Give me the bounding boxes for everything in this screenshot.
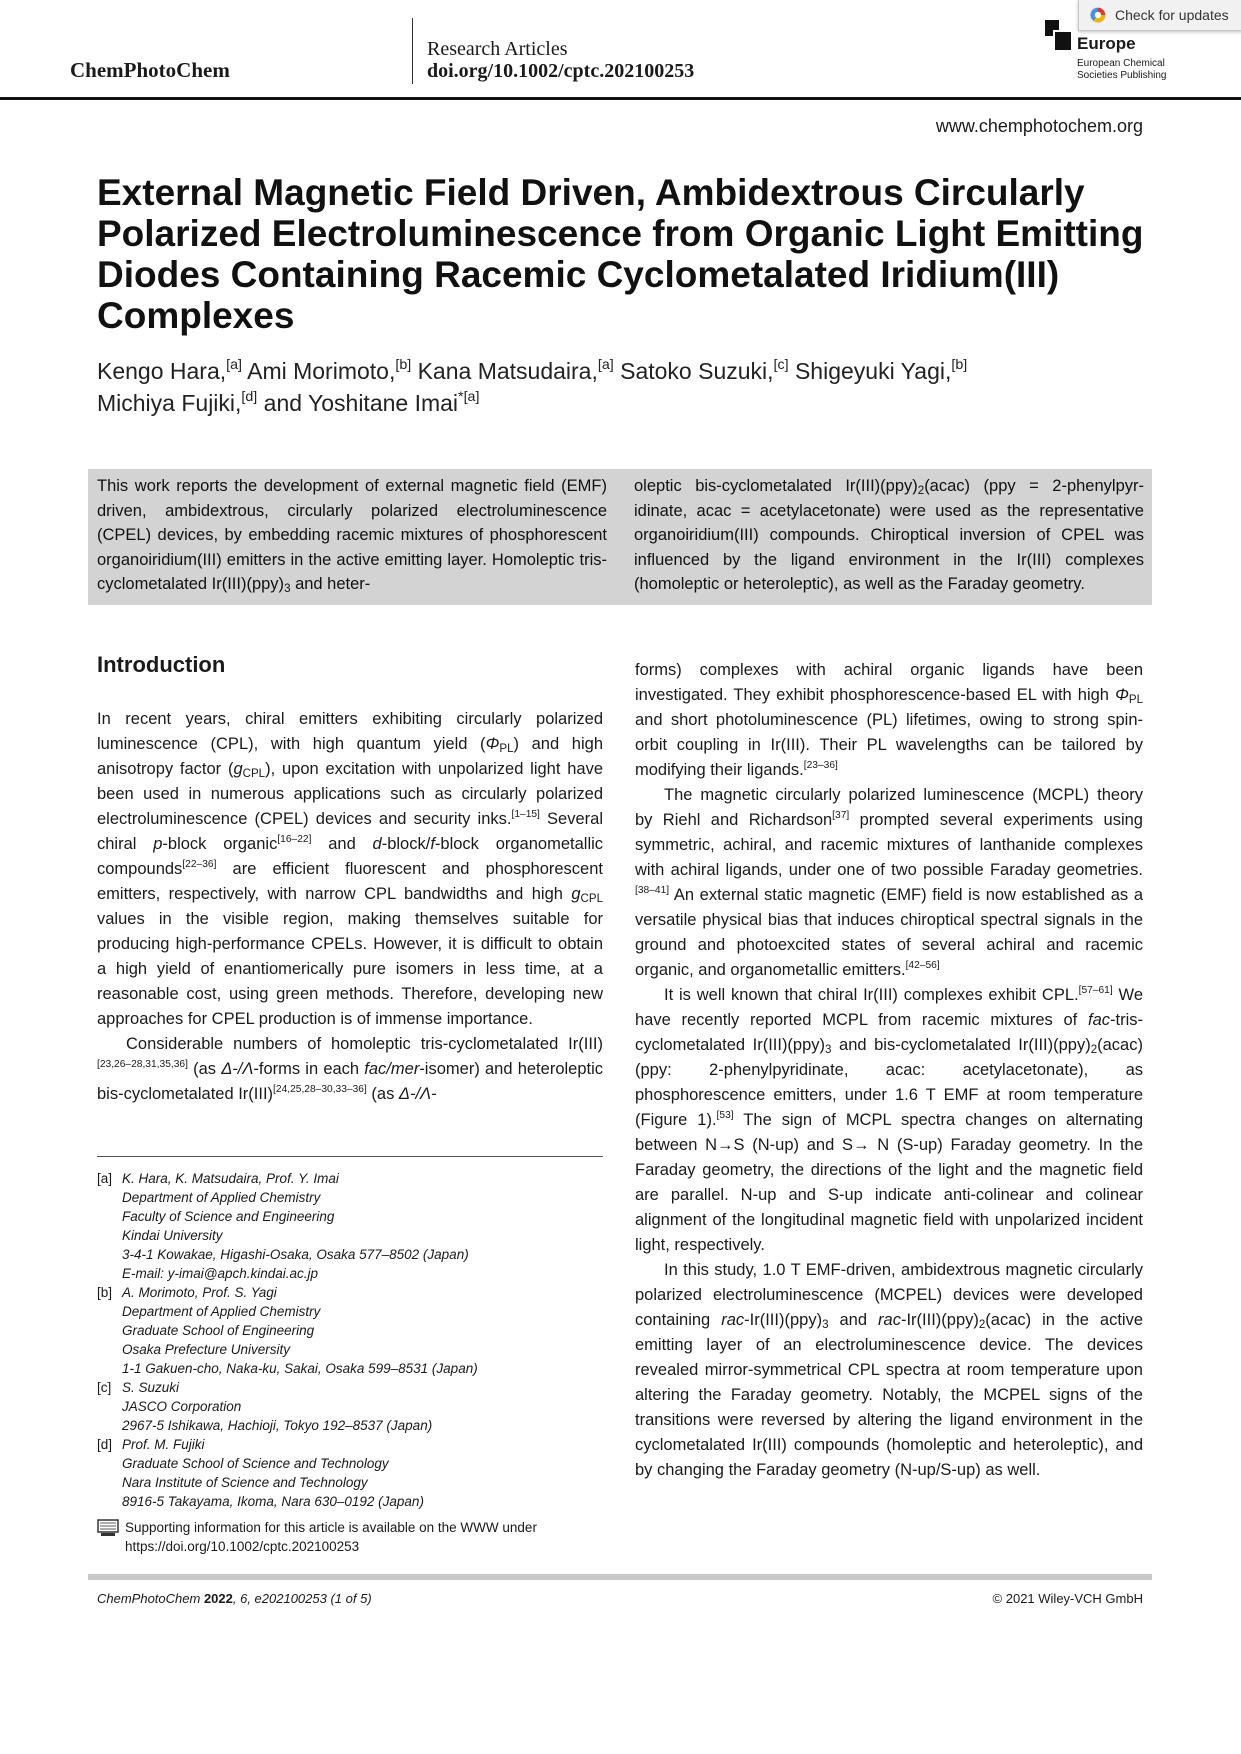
header-divider — [412, 18, 413, 84]
affiliation-line: 8916-5 Takayama, Ikoma, Nara 630–0192 (Japan) — [122, 1494, 424, 1509]
abstract-right-column — [634, 474, 1144, 597]
affiliation-entry — [97, 1283, 603, 1378]
publisher-subtitle-2: Societies Publishing — [1077, 70, 1167, 81]
affiliation-line: 2967-5 Ishikawa, Hachioji, Tokyo 192–8537 (Japan) — [122, 1418, 433, 1433]
affiliation-entry — [97, 1378, 603, 1435]
abstract-text: (acac) (ppy = 2-phenylpyridinate, acac = acetylacetonate) were used as the representative organoiridium(III) compounds. Chiroptical inversion of CPEL was influenced by the ligand environment in the Ir(III) complexes (homoleptic or heteroleptic), as well as the Faraday geometry. — [634, 477, 1144, 593]
citation[interactable]: [23–36] — [803, 759, 838, 771]
computer-monitor-icon — [97, 1519, 119, 1537]
affiliation-line: Nara Institute of Science and Technology — [122, 1475, 368, 1490]
author-affiliation: *[a] — [458, 389, 480, 406]
author-affiliation: [c] — [773, 357, 789, 374]
citation[interactable]: [1–15] — [511, 808, 540, 820]
affiliation-tag: [b] — [97, 1285, 113, 1300]
author-affiliation: [a] — [597, 357, 614, 374]
paragraph: forms) complexes with achiral organic ligands have been investigated. They exhibit phosphorescence-based EL with high $\Phi_{PL}$ and short photoluminescence (PL) lifetimes, owing to strong spin-orbit coupling in Ir(III). Their PL wavelengths can be tailored by modifying their ligands.[23–36] — [635, 661, 1143, 779]
affiliation-line: E-mail: y-imai@apch.kindai.ac.jp — [122, 1266, 319, 1281]
body-right-column — [635, 658, 1143, 1483]
author-affiliation: [d] — [241, 389, 258, 406]
citation[interactable]: [38–41] — [635, 884, 670, 896]
author-name: Kengo Hara, — [97, 358, 227, 384]
section-heading-introduction: Introduction — [97, 652, 226, 677]
publisher-subtitle-1: European Chemical — [1077, 58, 1165, 69]
paragraph: Considerable numbers of homoleptic tris-cyclometalated Ir(III)[23,26–28,31,35,36] (as Δ-/Λ-forms in each fac/mer-isomer) and heteroleptic bis-cyclometalated Ir(III)[24,25,28–30,33–36] (as Δ-/Λ- — [97, 1035, 604, 1103]
section-label: Research Articles — [427, 38, 568, 60]
author-affiliation: [b] — [395, 357, 412, 374]
author-name: Kana Matsudaira, — [411, 358, 598, 384]
abstract-text: This work reports the development of external magnetic field (EMF) driven, ambidextrous, circularly polarized electroluminescence (CPEL) devices, by embedding racemic mixtures of phosphorescent organoiridium(III) emitters in the active emitting layer. Homoleptic tris-cyclometalated Ir(III)(ppy) — [97, 477, 607, 593]
affiliation-line: Osaka Prefecture University — [122, 1342, 291, 1357]
footer-rule — [88, 1574, 1152, 1580]
author-name: and Yoshitane Imai — [257, 390, 459, 416]
abstract-text: and heter- — [290, 575, 371, 593]
affiliation-line: Graduate School of Engineering — [122, 1323, 315, 1338]
subscript: 3 — [284, 582, 291, 595]
footer-year: 2022 — [203, 1591, 233, 1606]
affiliation-tag: [a] — [97, 1171, 113, 1186]
title-line: Diodes Containing Racemic Cyclometalated Iridium(III) — [97, 254, 1060, 295]
title-line: External Magnetic Field Driven, Ambidextrous Circularly — [97, 172, 1085, 213]
author-list — [97, 355, 1147, 419]
paragraph: In recent years, chiral emitters exhibiting circularly polarized luminescence (CPL), with high quantum yield $(\Phi_{PL})$ and high anisotropy factor $(g_{CPL})$, upon excitation with unpolarized light have been used in numerous applications such as circularly polarized electroluminescence (CPEL) devices and security inks.[1–15] Several chiral p-block organic[16–22] and d-block/f-block organometallic compounds[22–36] are efficient fluorescent and phosphorescent emitters, respectively, with narrow CPL bandwidths and high $g_{CPL}$ values in the visible region, making themselves suitable for producing high-performance CPELs. However, it is difficult to obtain a high yield of enantiomerically pure isomers in less time, at a reasonable cost, using green methods. Therefore, developing new approaches for CPEL production is of immense importance. — [97, 710, 604, 1028]
affiliation-entry — [97, 1435, 603, 1511]
doi-link[interactable]: doi.org/10.1002/cptc.202100253 — [427, 60, 695, 82]
affiliation-line: Graduate School of Science and Technology — [122, 1456, 389, 1471]
affiliation-tag: [d] — [97, 1437, 113, 1452]
citation[interactable]: [23,26–28,31,35,36] — [97, 1058, 188, 1070]
author-affiliation: [a] — [226, 357, 242, 374]
citation[interactable]: [16–22] — [277, 833, 312, 845]
affiliation-line: A. Morimoto, Prof. S. Yagi — [122, 1285, 277, 1300]
article-title — [97, 172, 1147, 336]
citation[interactable]: [37] — [832, 809, 850, 821]
citation[interactable]: [57–61] — [1078, 984, 1113, 996]
check-updates-icon — [1089, 6, 1107, 24]
affiliation-line: Department of Applied Chemistry — [122, 1304, 321, 1319]
affiliations — [97, 1169, 603, 1511]
affiliation-line: Kindai University — [122, 1228, 223, 1243]
subscript: 2 — [917, 484, 925, 497]
footnote-rule — [97, 1156, 603, 1157]
paragraph: It is well known that chiral Ir(III) complexes exhibit CPL.[57–61] We have recently reported MCPL from racemic mixtures of fac-tris-cyclometalated $Ir(III)(ppy)_3$ and bis-cyclometalated $Ir(III)(ppy)_2(acac)$ (ppy: 2-phenylpyridinate, acac: acetylacetonate), as phosphorescence emitters, under 1.6 T EMF at room temperature (Figure 1).[53] The sign of MCPL spectra changes on alternating between N→S (N-up) and S→ N (S-up) Faraday geometry. In the Faraday geometry, the directions of the light and the magnetic field are parallel. N-up and S-up indicate anti-colinear and colinear alignment of the longitudinal magnetic field with unpolarized incident light, respectively. — [635, 984, 1144, 1254]
footer-journal: ChemPhotoChem — [97, 1591, 201, 1606]
author-name: Ami Morimoto, — [241, 358, 396, 384]
header-rule — [0, 97, 1241, 100]
affiliation-tag: [c] — [97, 1380, 112, 1395]
citation[interactable]: [53] — [716, 1109, 734, 1121]
check-updates-label: Check for updates — [1115, 7, 1229, 23]
citation[interactable]: [24,25,28–30,33–36] — [273, 1083, 367, 1095]
journal-name: ChemPhotoChem — [70, 58, 230, 82]
affiliation-line: Department of Applied Chemistry — [122, 1190, 321, 1205]
affiliation-line: 3-4-1 Kowakae, Higashi-Osaka, Osaka 577–8502 (Japan) — [122, 1247, 469, 1262]
affiliation-line: S. Suzuki — [122, 1380, 180, 1395]
author-affiliation: [b] — [951, 357, 968, 374]
author-name: Satoko Suzuki, — [613, 358, 774, 384]
paragraph: In this study, 1.0 T EMF-driven, ambidextrous magnetic circularly polarized electroluminescence (MCPEL) devices were developed containing rac-$Ir(III)(ppy)_3$ and rac-$Ir(III)(ppy)_2(acac)$ in the active emitting layer of an electroluminescence device. The devices revealed mirror-symmetrical CPL spectra at room temperature upon altering the Faraday geometry. Notably, the MCPEL signs of the transitions were reversed by altering the ligand environment in the cyclometalated Ir(III) compounds (homoleptic and heteroleptic), and by changing the Faraday geometry (N-up/S-up) as well. — [635, 1261, 1144, 1479]
journal-website-link[interactable]: www.chemphotochem.org — [935, 116, 1143, 136]
title-line: Complexes — [97, 295, 295, 336]
author-name: Michiya Fujiki, — [97, 390, 242, 416]
abstract-left-column — [97, 474, 607, 597]
affiliation-line: K. Hara, K. Matsudaira, Prof. Y. Imai — [122, 1171, 339, 1186]
affiliation-entry — [97, 1169, 603, 1283]
paragraph: The magnetic circularly polarized luminescence (MCPL) theory by Riehl and Richardson[37] prompted several experiments using symmetric, achiral, and racemic mixtures of lanthanide complexes with achiral ligands, under one of two possible Faraday geometries.[38–41] An external static magnetic (EMF) field is now established as a versatile physical bias that induces chiroptical spectral signals in the ground and photoexcited states of several achiral and racemic organic, and organometallic emitters.[42–56] — [635, 786, 1143, 979]
body-left-column — [97, 707, 603, 1107]
citation[interactable]: [22–36] — [182, 858, 217, 870]
footer-copyright: © 2021 Wiley-VCH GmbH — [992, 1591, 1143, 1606]
affiliation-line: JASCO Corporation — [122, 1399, 242, 1414]
affiliation-line: Faculty of Science and Engineering — [122, 1209, 335, 1224]
supporting-info-text: Supporting information for this article is available on the WWW under https://doi.org/10.1002/cptc.202100253 — [125, 1520, 537, 1554]
affiliation-line: 1-1 Gakuen-cho, Naka-ku, Sakai, Osaka 599–8531 (Japan) — [122, 1361, 478, 1376]
author-name: Shigeyuki Yagi, — [788, 358, 952, 384]
footer-citation — [97, 1591, 372, 1606]
supporting-info-note — [97, 1518, 603, 1556]
logo-mark-icon — [1045, 20, 1071, 50]
abstract-text: oleptic bis-cyclometalated Ir(III)(ppy) — [634, 477, 918, 495]
affiliation-line: Prof. M. Fujiki — [122, 1437, 205, 1452]
citation[interactable]: [42–56] — [905, 959, 940, 971]
title-line: Polarized Electroluminescence from Organic Light Emitting — [97, 213, 1144, 254]
publisher-wordmark: Europe — [1077, 34, 1136, 53]
check-for-updates-button[interactable] — [1078, 0, 1241, 31]
footer-volume: , 6, e202100253 (1 of 5) — [232, 1591, 372, 1606]
